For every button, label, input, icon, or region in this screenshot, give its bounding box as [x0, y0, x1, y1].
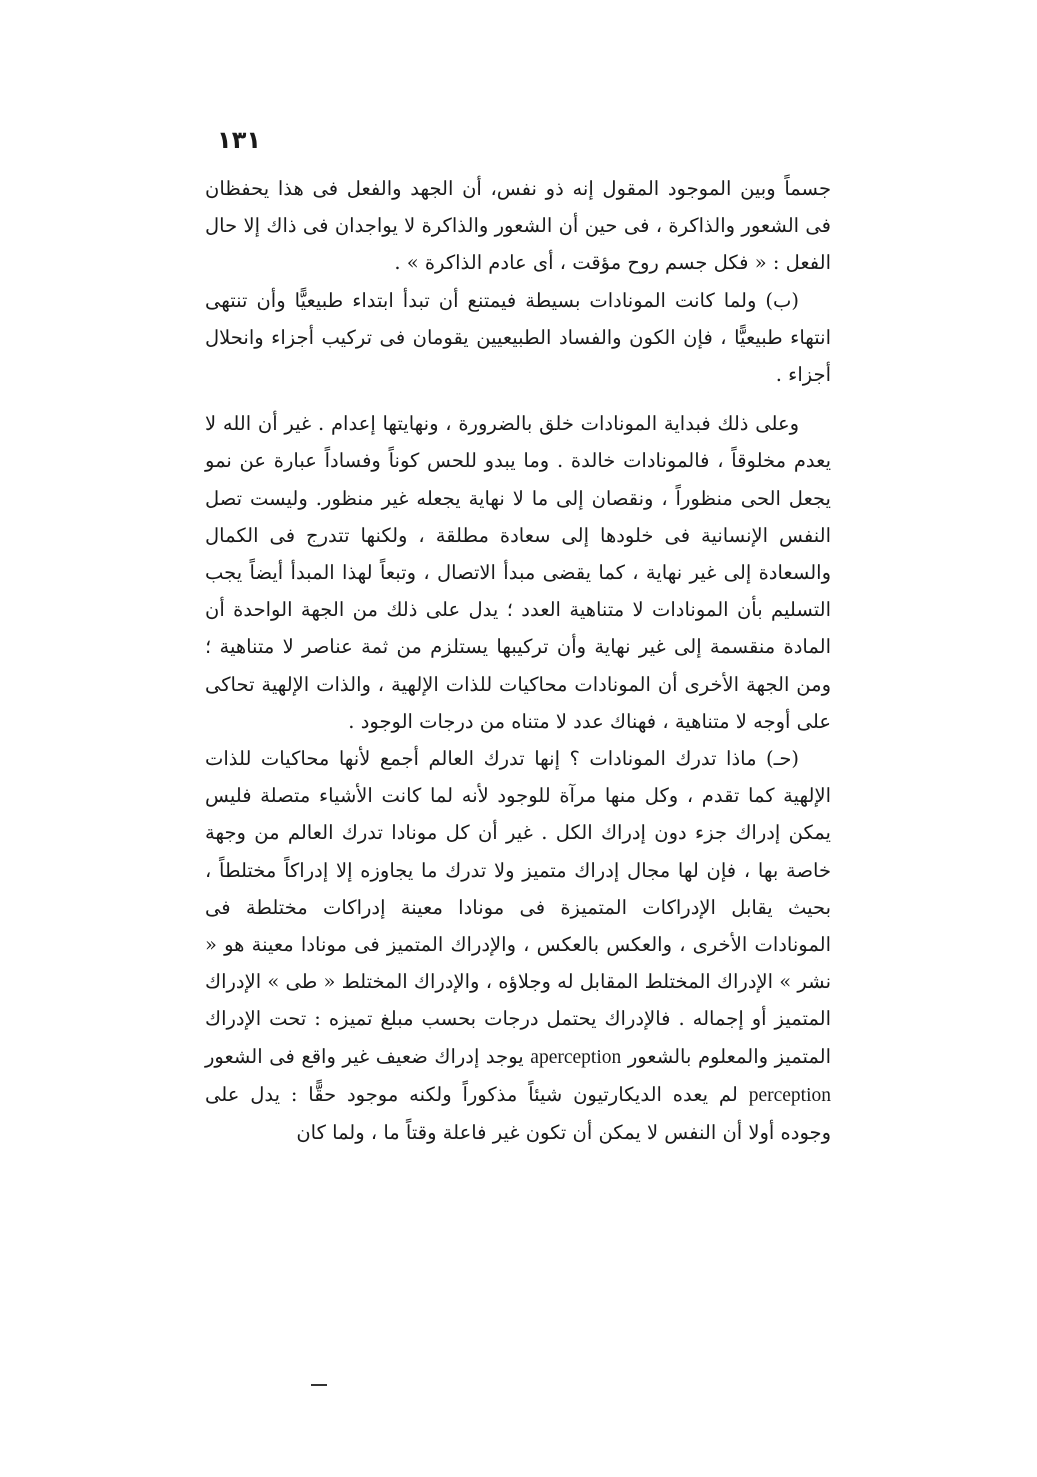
paragraph-4-cont: يوجد إدراك ضعيف غير واقع فى الشعور — [205, 1044, 524, 1068]
page-number: ١٣١ — [217, 126, 261, 154]
paragraph-4-text: (حـ) ماذا تدرك المونادات ؟ إنها تدرك العالم أجمع لأنها محاكيات للذات الإلهية كما تقدم ، وكل منها مرآة للوجود لأنه لما كانت الأشياء متصلة فليس يمكن إدراك جزء دون إدراك الكل . غير أن كل مونادا تدرك العالم من وجهة خاصة بها ، فإن لها مجال إدراك متميز ولا تدرك ما يجاوزه إلا إدراكاً مختلطاً ، بحيث يقابل الإدراكات المتميزة فى مونادا معينة إدراكات مختلطة فى المونادات الأخرى ، والعكس بالعكس ، والإدراك المتميز فى مونادا معينة هو « نشر » الإدراك المختلط المقابل له وجلاؤه ، والإدراك المختلط « طى » الإدراك المتميز أو إجماله . فالإدراك يحتمل درجات بحسب مبلغ تميزه : تحت الإدراك المتميز والمعلوم بالشعور — [205, 747, 832, 1068]
bottom-dash-mark — [311, 1384, 327, 1386]
paragraph-2: (ب) ولما كانت المونادات بسيطة فيمتنع أن تبدأ ابتداء طبيعيًّا وأن تنتهى انتهاء طبيعيًّا ، فإن الكون والفساد الطبيعيين يقومان فى تركيب أجزاء وانحلال أجزاء . — [205, 288, 831, 387]
term-aperception: aperception — [530, 1046, 622, 1068]
body-text — [205, 170, 831, 1151]
paragraph-3: وعلى ذلك فبداية المونادات خلق بالضرورة ، ونهايتها إعدام . غير أن الله لا يعدم مخلوقاً ، فالمونادات خالدة . وما يبدو للحس كوناً وفساداً عبارة عن نمو يجعل الحى منظوراً ، ونقصان إلى ما لا نهاية يجعله غير منظور. وليست تصل النفس الإنسانية فى خلودها إلى سعادة مطلقة ، ولكنها تتدرج فى الكمال والسعادة إلى غير نهاية ، كما يقضى مبدأ الاتصال ، وتبعاً لهذا المبدأ أيضاً يجب التسليم بأن المونادات لا متناهية العدد ؛ يدل على ذلك من الجهة الواحدة أن المادة منقسمة إلى غير نهاية وأن تركيبها يستلزم من ثمة عناصر لا متناهية ؛ ومن الجهة الأخرى أن المونادات محاكيات للذات الإلهية ، والذات الإلهية تحاكى على أوجه لا متناهية ، فهناك عدد لا متناه من درجات الوجود . — [205, 412, 831, 733]
term-perception: perception — [748, 1084, 832, 1106]
paragraph-4-end: لم يعده الديكارتيون شيئاً مذكوراً ولكنه موجود حقًّا : يدل على وجوده أولا أن النفس لا يمكن أن تكون غير فاعلة وقتاً ما ، ولما كان — [205, 1082, 831, 1145]
paragraph-4 — [205, 740, 831, 1151]
paragraph-1: جسماً وبين الموجود المقول إنه ذو نفس، أن الجهد والفعل فى هذا يحفظان فى الشعور والذاكرة ، فى حين أن الشعور والذاكرة لا يواجدان فى ذاك إلا حال الفعل : « فكل جسم روح مؤقت ، أى عادم الذاكرة » . — [205, 177, 831, 275]
